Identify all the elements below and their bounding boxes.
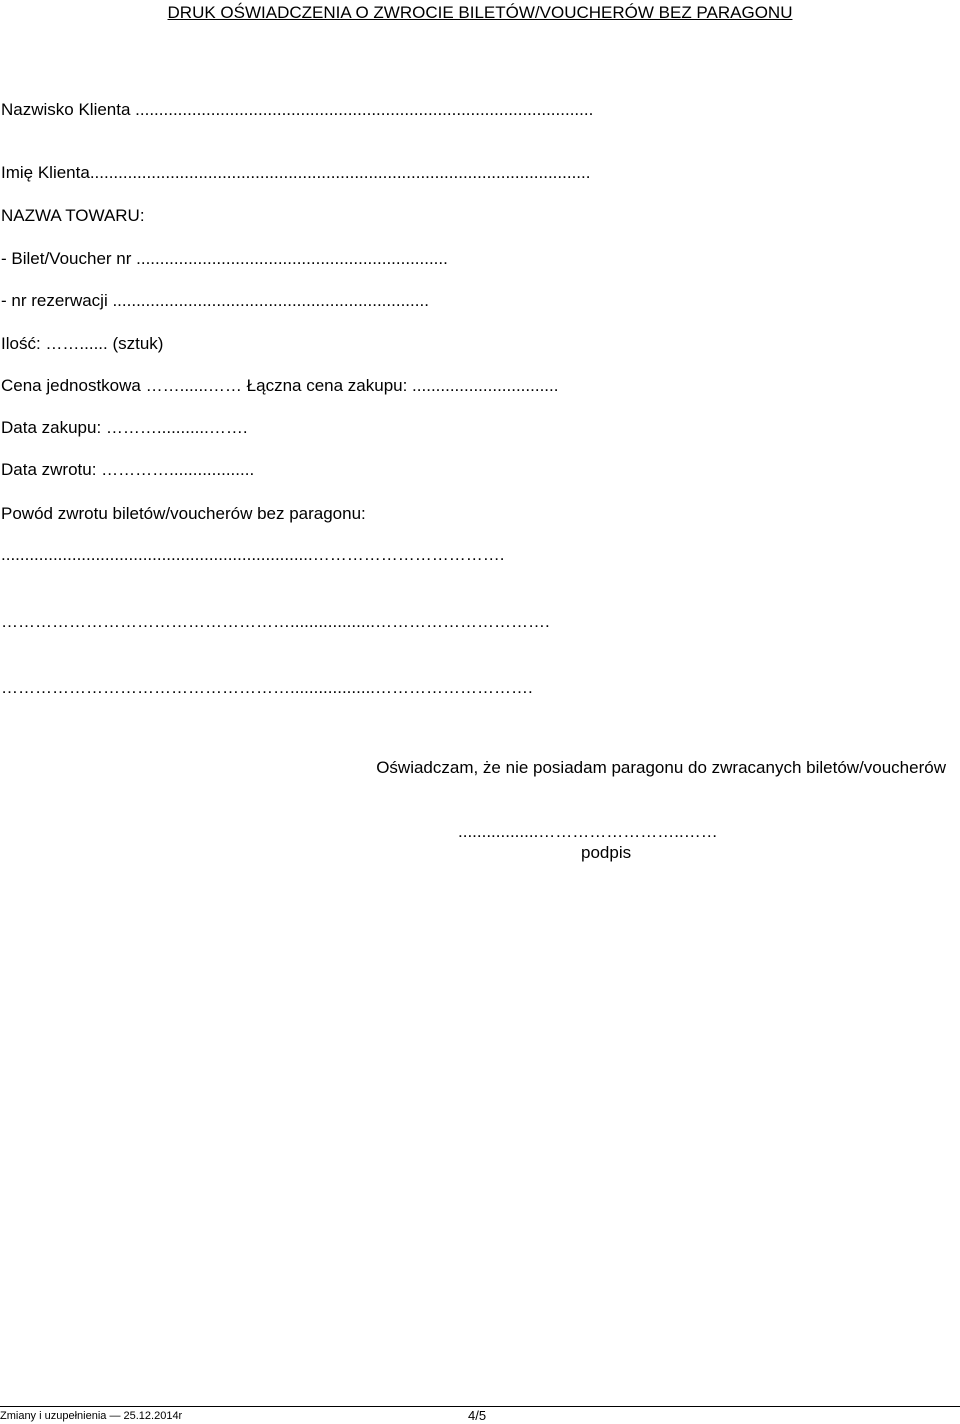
field-ticket-number: - Bilet/Voucher nr .................................................................. [1, 249, 448, 268]
goods-header: NAZWA TOWARU: [1, 206, 145, 225]
field-booking-number: - nr rezerwacji ................................................................... [1, 291, 429, 310]
reason-line-2: ……………………………………………..................…………………………. [1, 612, 550, 631]
field-quantity: Ilość: ……...... (sztuk) [1, 334, 164, 353]
field-return-date: Data zwrotu: ………….................. [1, 460, 255, 479]
field-prices: Cena jednostkowa ……......…… Łączna cena zakupu: ............................... [1, 376, 559, 395]
footer-divider [0, 1406, 960, 1407]
field-client-surname: Nazwisko Klienta ................................................................................................. [1, 100, 594, 119]
field-purchase-date: Data zakupu: ………...........……. [1, 418, 248, 437]
reason-line-1: ..................................................................……………………………. [1, 545, 505, 564]
field-client-name: Imię Klienta.......................................................................................................... [1, 163, 591, 182]
footer-revision: Zmiany i uzupełnienia — 25.12.2014r [0, 1410, 183, 1422]
signature-label: podpis [581, 843, 632, 862]
field-return-reason-label: Powód zwrotu biletów/voucherów bez paragonu: [1, 504, 366, 523]
footer-page-number: 4/5 [468, 1408, 487, 1423]
reason-line-3: ……………………………………………..................………………………. [1, 678, 533, 697]
statement-text: Oświadczam, że nie posiadam paragonu do zwracanych biletów/voucherów [376, 758, 946, 777]
document-title: DRUK OŚWIADCZENIA O ZWROCIE BILETÓW/VOUCHERÓW BEZ PARAGONU [167, 3, 793, 22]
signature-line: .................……………………..…… [458, 822, 718, 841]
